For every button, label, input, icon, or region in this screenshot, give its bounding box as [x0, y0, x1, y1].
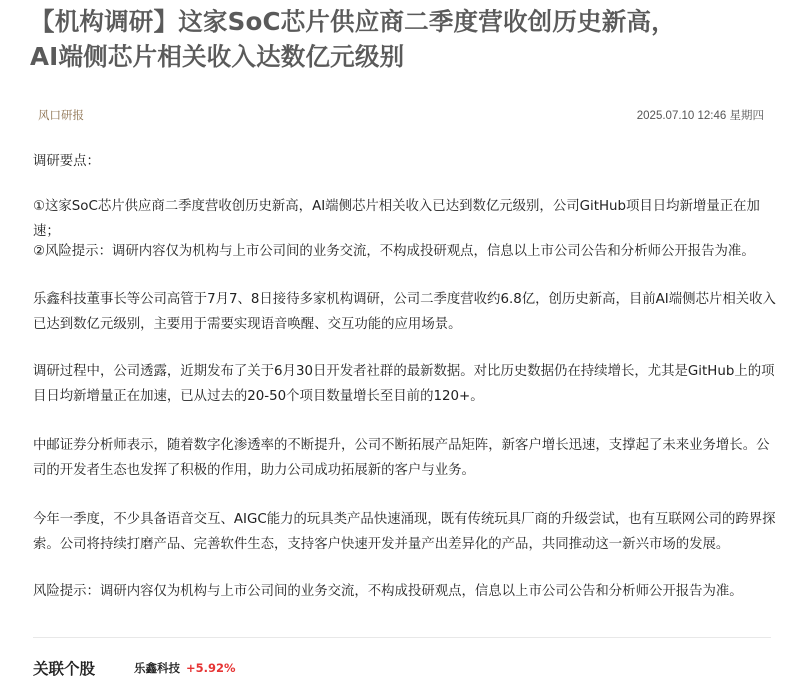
- related-stocks-label: 关联个股: [33, 660, 96, 678]
- paragraph-summary-heading: 调研要点：: [33, 154, 100, 169]
- article-source[interactable]: 风口研报: [38, 108, 84, 122]
- section-divider: [33, 637, 771, 638]
- related-stock-item[interactable]: [134, 660, 236, 676]
- paragraph-body-2: 调研过程中，公司透露，近期发布了关于6月30日开发者社群的最新数据。对比历史数据仍在持续增长，尤其是GitHub上的项目日均新增量正在加速，已从过去的20-50个项目数量增长至目前的120+。: [33, 364, 775, 404]
- paragraph-body-1: 乐鑫科技董事长等公司高管于7月7、8日接待多家机构调研，公司二季度营收约6.8亿，创历史新高，目前AI端侧芯片相关收入已达到数亿元级别，主要用于需要实现语音唤醒、交互功能的应用场景。: [33, 292, 776, 332]
- paragraph-point-2: ②风险提示：调研内容仅为机构与上市公司间的业务交流，不构成投研观点，信息以上市公司公告和分析师公开报告为准。: [33, 244, 755, 259]
- paragraph-risk-notice: 风险提示：调研内容仅为机构与上市公司间的业务交流，不构成投研观点，信息以上市公司公告和分析师公开报告为准。: [33, 584, 743, 599]
- article-title-line-2: AI端侧芯片相关收入达数亿元级别: [30, 42, 405, 71]
- article-datetime: 2025.07.10 12:46 星期四: [636, 110, 764, 122]
- stock-change: +5.92%: [186, 661, 236, 675]
- paragraph-body-3: 中邮证券分析师表示，随着数字化渗透率的不断提升，公司不断拓展产品矩阵，新客户增长迅速，支撑起了未来业务增长。公司的开发者生态也发挥了积极的作用，助力公司成功拓展新的客户与业务。: [33, 438, 770, 478]
- article-meta: [38, 107, 764, 125]
- paragraph-body-4: 今年一季度，不少具备语音交互、AIGC能力的玩具类产品快速涌现，既有传统玩具厂商的升级尝试，也有互联网公司的跨界探索。公司将持续打磨产品、完善软件生态，支持客户快速开发并量产出差异化的产品，共同推动这一新兴市场的发展。: [33, 512, 776, 552]
- article-title: [30, 4, 770, 74]
- article-title-line-1: 【机构调研】这家SoC芯片供应商二季度营收创历史新高，: [30, 7, 676, 36]
- paragraph-point-1: ①这家SoC芯片供应商二季度营收创历史新高，AI端侧芯片相关收入已达到数亿元级别，公司GitHub项目日均新增量正在加速；: [33, 199, 760, 239]
- stock-name[interactable]: 乐鑫科技: [134, 661, 180, 675]
